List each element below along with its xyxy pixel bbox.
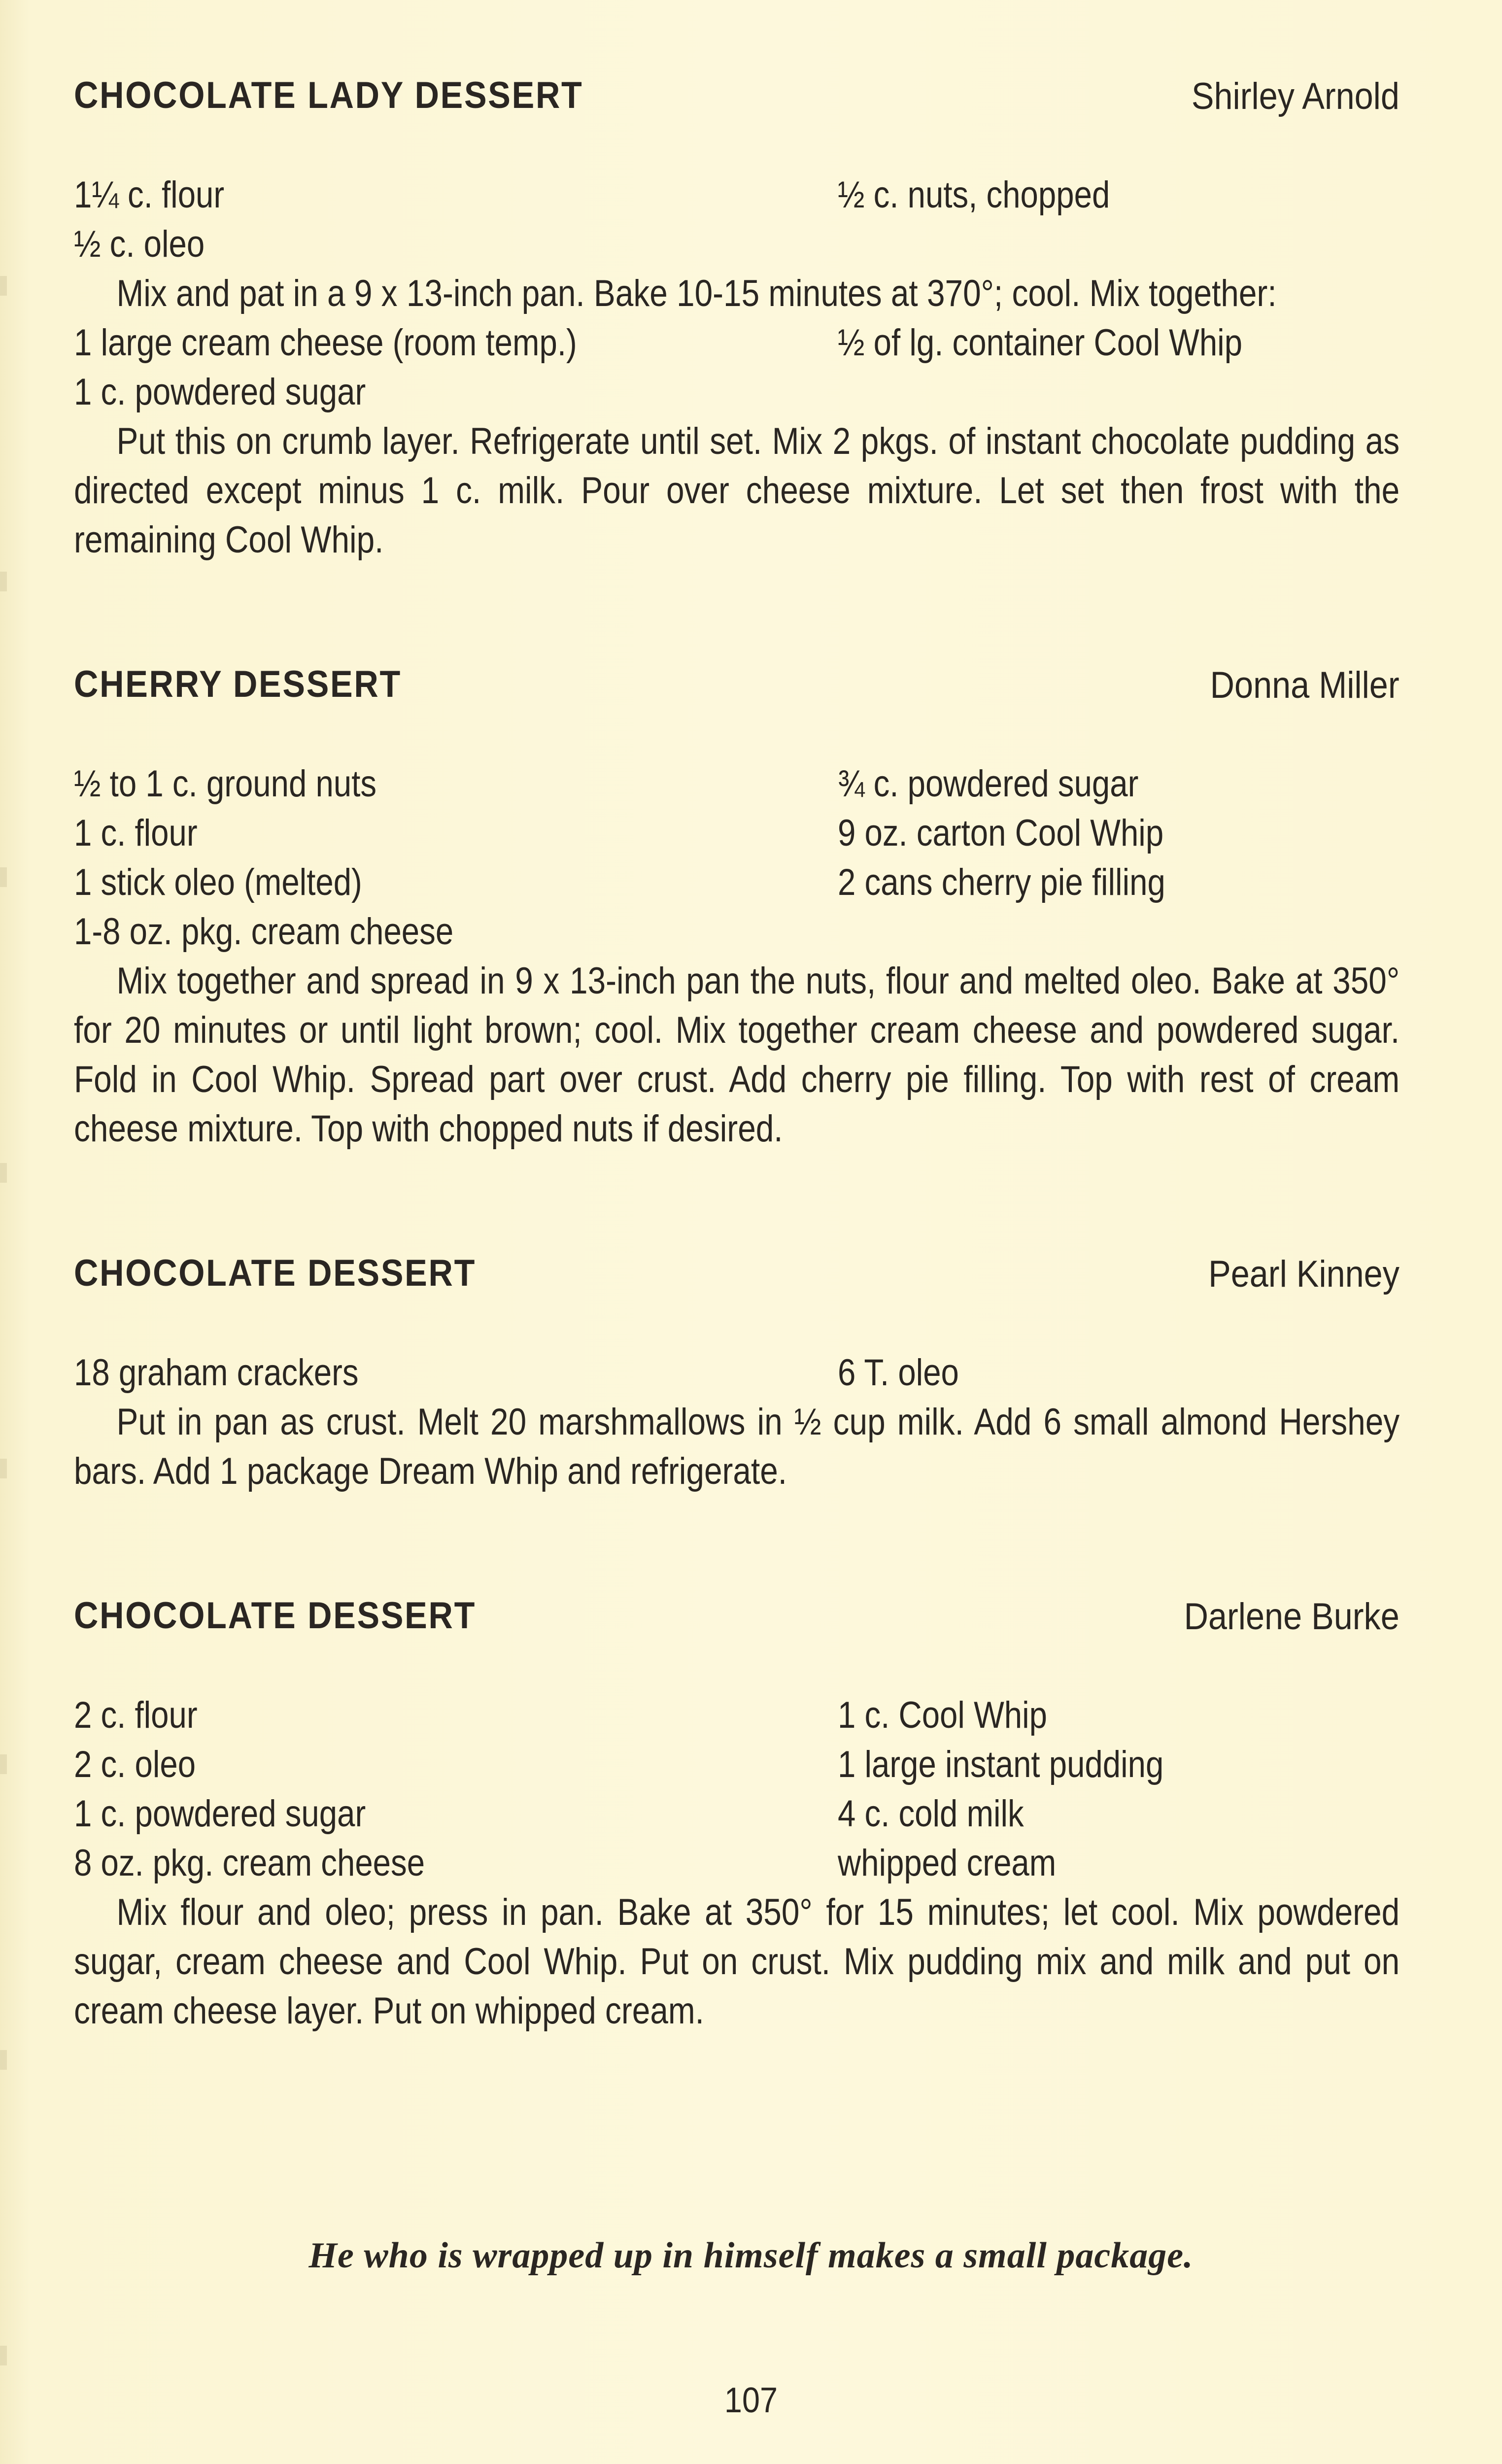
recipe-title: CHOCOLATE DESSERT [74, 1595, 477, 1637]
recipe-author: Shirley Arnold [1191, 75, 1400, 117]
ingredient-item: ½ c. nuts, chopped [838, 174, 1110, 216]
ingredient-row [74, 759, 1400, 809]
ingredient-item: 8 oz. pkg. cream cheese [74, 1842, 425, 1884]
recipe-author: Pearl Kinney [1208, 1253, 1400, 1295]
ingredient-row [74, 1839, 1400, 1888]
recipe-cherry-dessert [74, 663, 1400, 1154]
recipe-title: CHOCOLATE LADY DESSERT [74, 74, 583, 116]
recipe-author: Darlene Burke [1184, 1596, 1400, 1638]
ingredient-item: ½ of lg. container Cool Whip [838, 322, 1243, 364]
recipe-chocolate-dessert-kinney [74, 1252, 1400, 1496]
ingredient-list [74, 171, 1400, 269]
recipe-chocolate-dessert-burke [74, 1594, 1400, 2036]
recipe-header [74, 1594, 1400, 1643]
ingredient-item: 1 stick oleo (melted) [74, 861, 362, 903]
ingredient-item: 1 large instant pudding [838, 1744, 1164, 1785]
ingredient-row [74, 858, 1400, 907]
recipe-title: CHOCOLATE DESSERT [74, 1252, 477, 1294]
recipe-instructions: Put this on crumb layer. Refrigerate until set. Mix 2 pkgs. of instant chocolate pudding as directed except minus 1 c. milk. Pour over cheese mixture. Let set then frost with the remaining Cool Whip. [74, 420, 1400, 561]
ingredient-item: 1 c. flour [74, 812, 198, 854]
ingredient-item: 2 c. oleo [74, 1744, 196, 1785]
ingredient-row [74, 318, 1400, 368]
ingredient-item: 1 large cream cheese (room temp.) [74, 322, 577, 364]
recipe-title: CHERRY DESSERT [74, 663, 402, 705]
ingredient-item: 18 graham crackers [74, 1352, 359, 1394]
recipe-author: Donna Miller [1210, 664, 1400, 706]
recipe-instructions: Mix together and spread in 9 x 13-inch pan the nuts, flour and melted oleo. Bake at 350° for 20 minutes or until light brown; cool. Mix together cream cheese and powdered sugar. Fold in Cool Whip. Spread part over crust. Add cherry pie filling. Top with rest of cream cheese mixture. Top with chopped nuts if desired. [74, 960, 1400, 1150]
ingredient-row [74, 368, 1400, 417]
ingredient-row [74, 907, 1400, 957]
recipe-instructions: Put in pan as crust. Melt 20 marshmallows in ½ cup milk. Add 6 small almond Hershey bars. Add 1 package Dream Whip and refrigerate. [74, 1401, 1400, 1492]
ingredient-row [74, 1789, 1400, 1839]
page-number: 107 [724, 2381, 778, 2420]
page-edge [0, 0, 7, 2464]
ingredient-row [74, 171, 1400, 220]
ingredient-item: 1 c. powdered sugar [74, 1793, 366, 1835]
ingredient-item: 4 c. cold milk [838, 1793, 1024, 1835]
ingredient-item: 2 c. flour [74, 1694, 198, 1736]
ingredient-item: 1 c. Cool Whip [838, 1694, 1048, 1736]
recipe-header [74, 1252, 1400, 1301]
ingredient-item: ¾ c. powdered sugar [838, 763, 1139, 805]
ingredient-item: whipped cream [838, 1842, 1057, 1884]
ingredient-row [74, 1740, 1400, 1789]
footer-quote: He who is wrapped up in himself makes a small package. [308, 2235, 1194, 2276]
ingredient-item: 9 oz. carton Cool Whip [838, 812, 1164, 854]
ingredient-list [74, 318, 1400, 417]
ingredient-item: 1¼ c. flour [74, 174, 225, 216]
ingredient-row [74, 1348, 1400, 1398]
recipe-instructions: Mix flour and oleo; press in pan. Bake at 350° for 15 minutes; let cool. Mix powdered sugar, cream cheese and Cool Whip. Put on crust. Mix pudding mix and milk and put on cream cheese layer. Put on whipped cream. [74, 1891, 1400, 2032]
recipe-header [74, 74, 1400, 123]
ingredient-item: 1-8 oz. pkg. cream cheese [74, 911, 454, 953]
recipe-chocolate-lady-dessert [74, 74, 1400, 565]
ingredient-list [74, 1691, 1400, 1888]
ingredient-list [74, 1348, 1400, 1398]
ingredient-item: 2 cans cherry pie filling [838, 861, 1165, 903]
ingredient-item: 6 T. oleo [838, 1352, 959, 1394]
ingredient-item: 1 c. powdered sugar [74, 371, 366, 413]
ingredient-row [74, 1691, 1400, 1740]
ingredient-row [74, 220, 1400, 269]
ingredient-row [74, 809, 1400, 858]
ingredient-list [74, 759, 1400, 957]
recipe-header [74, 663, 1400, 712]
recipe-instructions: Mix and pat in a 9 x 13-inch pan. Bake 10-15 minutes at 370°; cool. Mix together: [116, 273, 1277, 314]
ingredient-item: ½ c. oleo [74, 223, 205, 265]
ingredient-item: ½ to 1 c. ground nuts [74, 763, 377, 805]
